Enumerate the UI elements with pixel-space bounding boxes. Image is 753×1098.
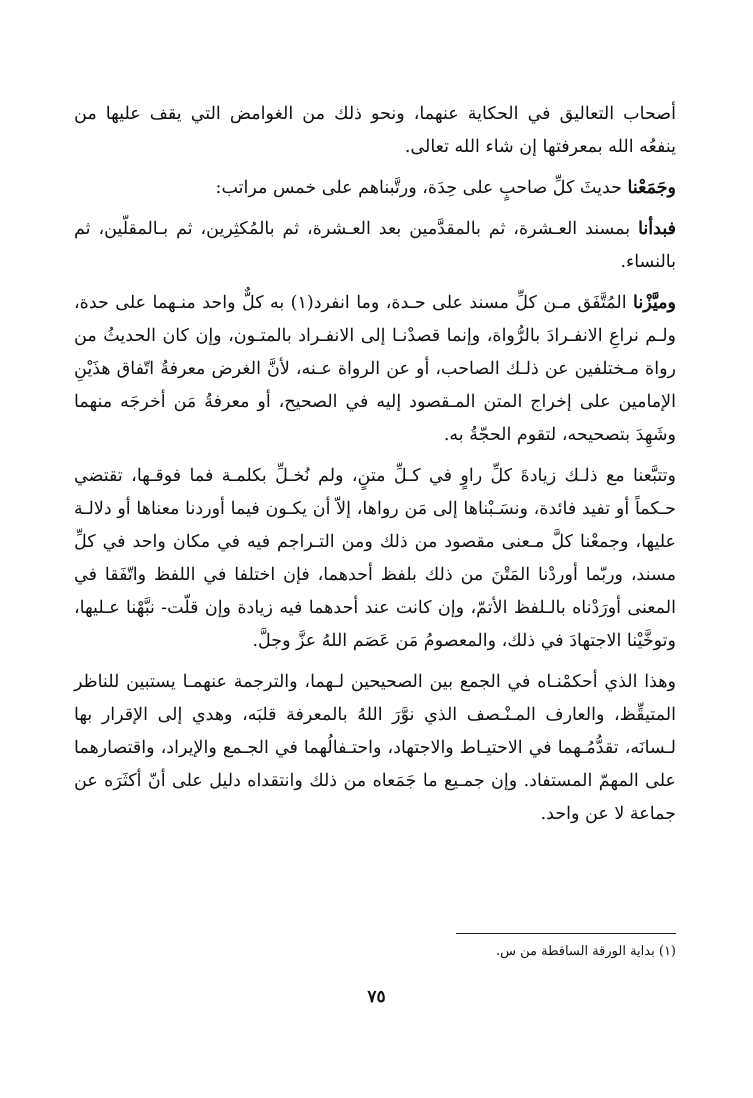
paragraph-2 xyxy=(74,172,676,205)
paragraph-5 xyxy=(74,460,676,658)
paragraph-text: وهذا الذي أحكمْنـاه في الجمع بين الصحيحين لـهما، والترجمة عنهمـا يستبين للناظر المتيقِّظ، والعارف المـنْـصف الذي نوَّرَ اللهُ بالمعرفة قلبَه، وهدي إلى الإقرار بها لـسانَه، تقدُّمُـهما في الاحتيـاط والاجتهاد، واحتـفالُهما في الجـمع والإيراد، واقتصارهما على المهمّ المستفاد. وإن جمـيع ما جَمَعاه من ذلك وانتقداه دليل على أنّ أكثَرَه عن جماعة لا عن واحد. xyxy=(74,672,676,824)
page-number: ٧٥ xyxy=(367,987,386,1007)
paragraph-1 xyxy=(74,98,676,164)
paragraph-6 xyxy=(74,666,676,831)
paragraph-text: أصحاب التعاليق في الحكاية عنهما، ونحو ذلك من الغوامض التي يقف عليها من ينفعُه الله بمعرفتها إن شاء الله تعالى. xyxy=(74,104,676,157)
paragraph-text: حديثَ كلِّ صاحبٍ على حِدَة، ورتَّبناهم على خمس مراتب: xyxy=(215,178,628,198)
paragraph-lead: وميَّزْنا xyxy=(633,293,676,313)
paragraph-3 xyxy=(74,213,676,279)
footnote-divider xyxy=(456,933,676,934)
footnote: (١) بداية الورقة الساقطة من س. xyxy=(495,944,676,959)
paragraph-lead: وجَمَعْنا xyxy=(627,178,676,198)
paragraph-4 xyxy=(74,287,676,452)
paragraph-text: وتتبَّعنا مع ذلـك زيادةَ كلِّ راوٍ في كـلِّ متنٍ، ولم نُخـلِّ بكلمـة فما فوقـها، تقتضي حـكماً أو تفيد فائدة، ونسَـبْناها إلى مَن رواها، إلاّ أن يكـون فيما أوردنا معناها أو دلالـة عليها، وجمعْنا كلَّ مـعنى مقصود من ذلك ومن التـراجم فيه في مكان واحد في كلِّ مسند، وربّما أوردْنا المَتْنَ من ذلك بلفظ أحدهما، فإن اختلفا في اللفظ واتّفَقا في المعنى أورَدْناه بالـلفظ الأتمّ، وإن كانت عند أحدهما فيه زيادة وإن قلّت- نبَّهْنا عـليها، وتوخَّيْنا الاجتهادَ في ذلك، والمعصومُ مَن عَصَم اللهُ عزَّ وجلَّ. xyxy=(74,466,676,651)
page-body xyxy=(74,98,676,839)
paragraph-text: بمسند العـشرة، ثم بالمقدَّمين بعد العـشرة، ثم بالمُكثِرين، ثم بـالمقلّين، ثم بالنساء. xyxy=(74,219,676,272)
paragraph-lead: فبدأنا xyxy=(638,219,676,239)
paragraph-text: المُتَّفَق مـن كلِّ مسند على حـدة، وما انفرد(١) به كلٌّ واحد منـهما على حدة، ولـم نراعِ الانفـرادَ بالرُّواة، وإنما قصدْنـا إلى الانفـراد بالمتـون، وإن كان الحديثُ من رواة مـختلفين عن ذلـك الصاحب، أو عن الرواة عـنه، لأنَّ الغرض معرفةُ اتّفاق هذَيْنِ الإمامين على إخراج المتن المـقصود إليه في الصحيح، أو معرفةُ مَن أخرجَه منهما وشَهِدَ بتصحيحه، لتقوم الحجّةُ به. xyxy=(74,293,676,445)
